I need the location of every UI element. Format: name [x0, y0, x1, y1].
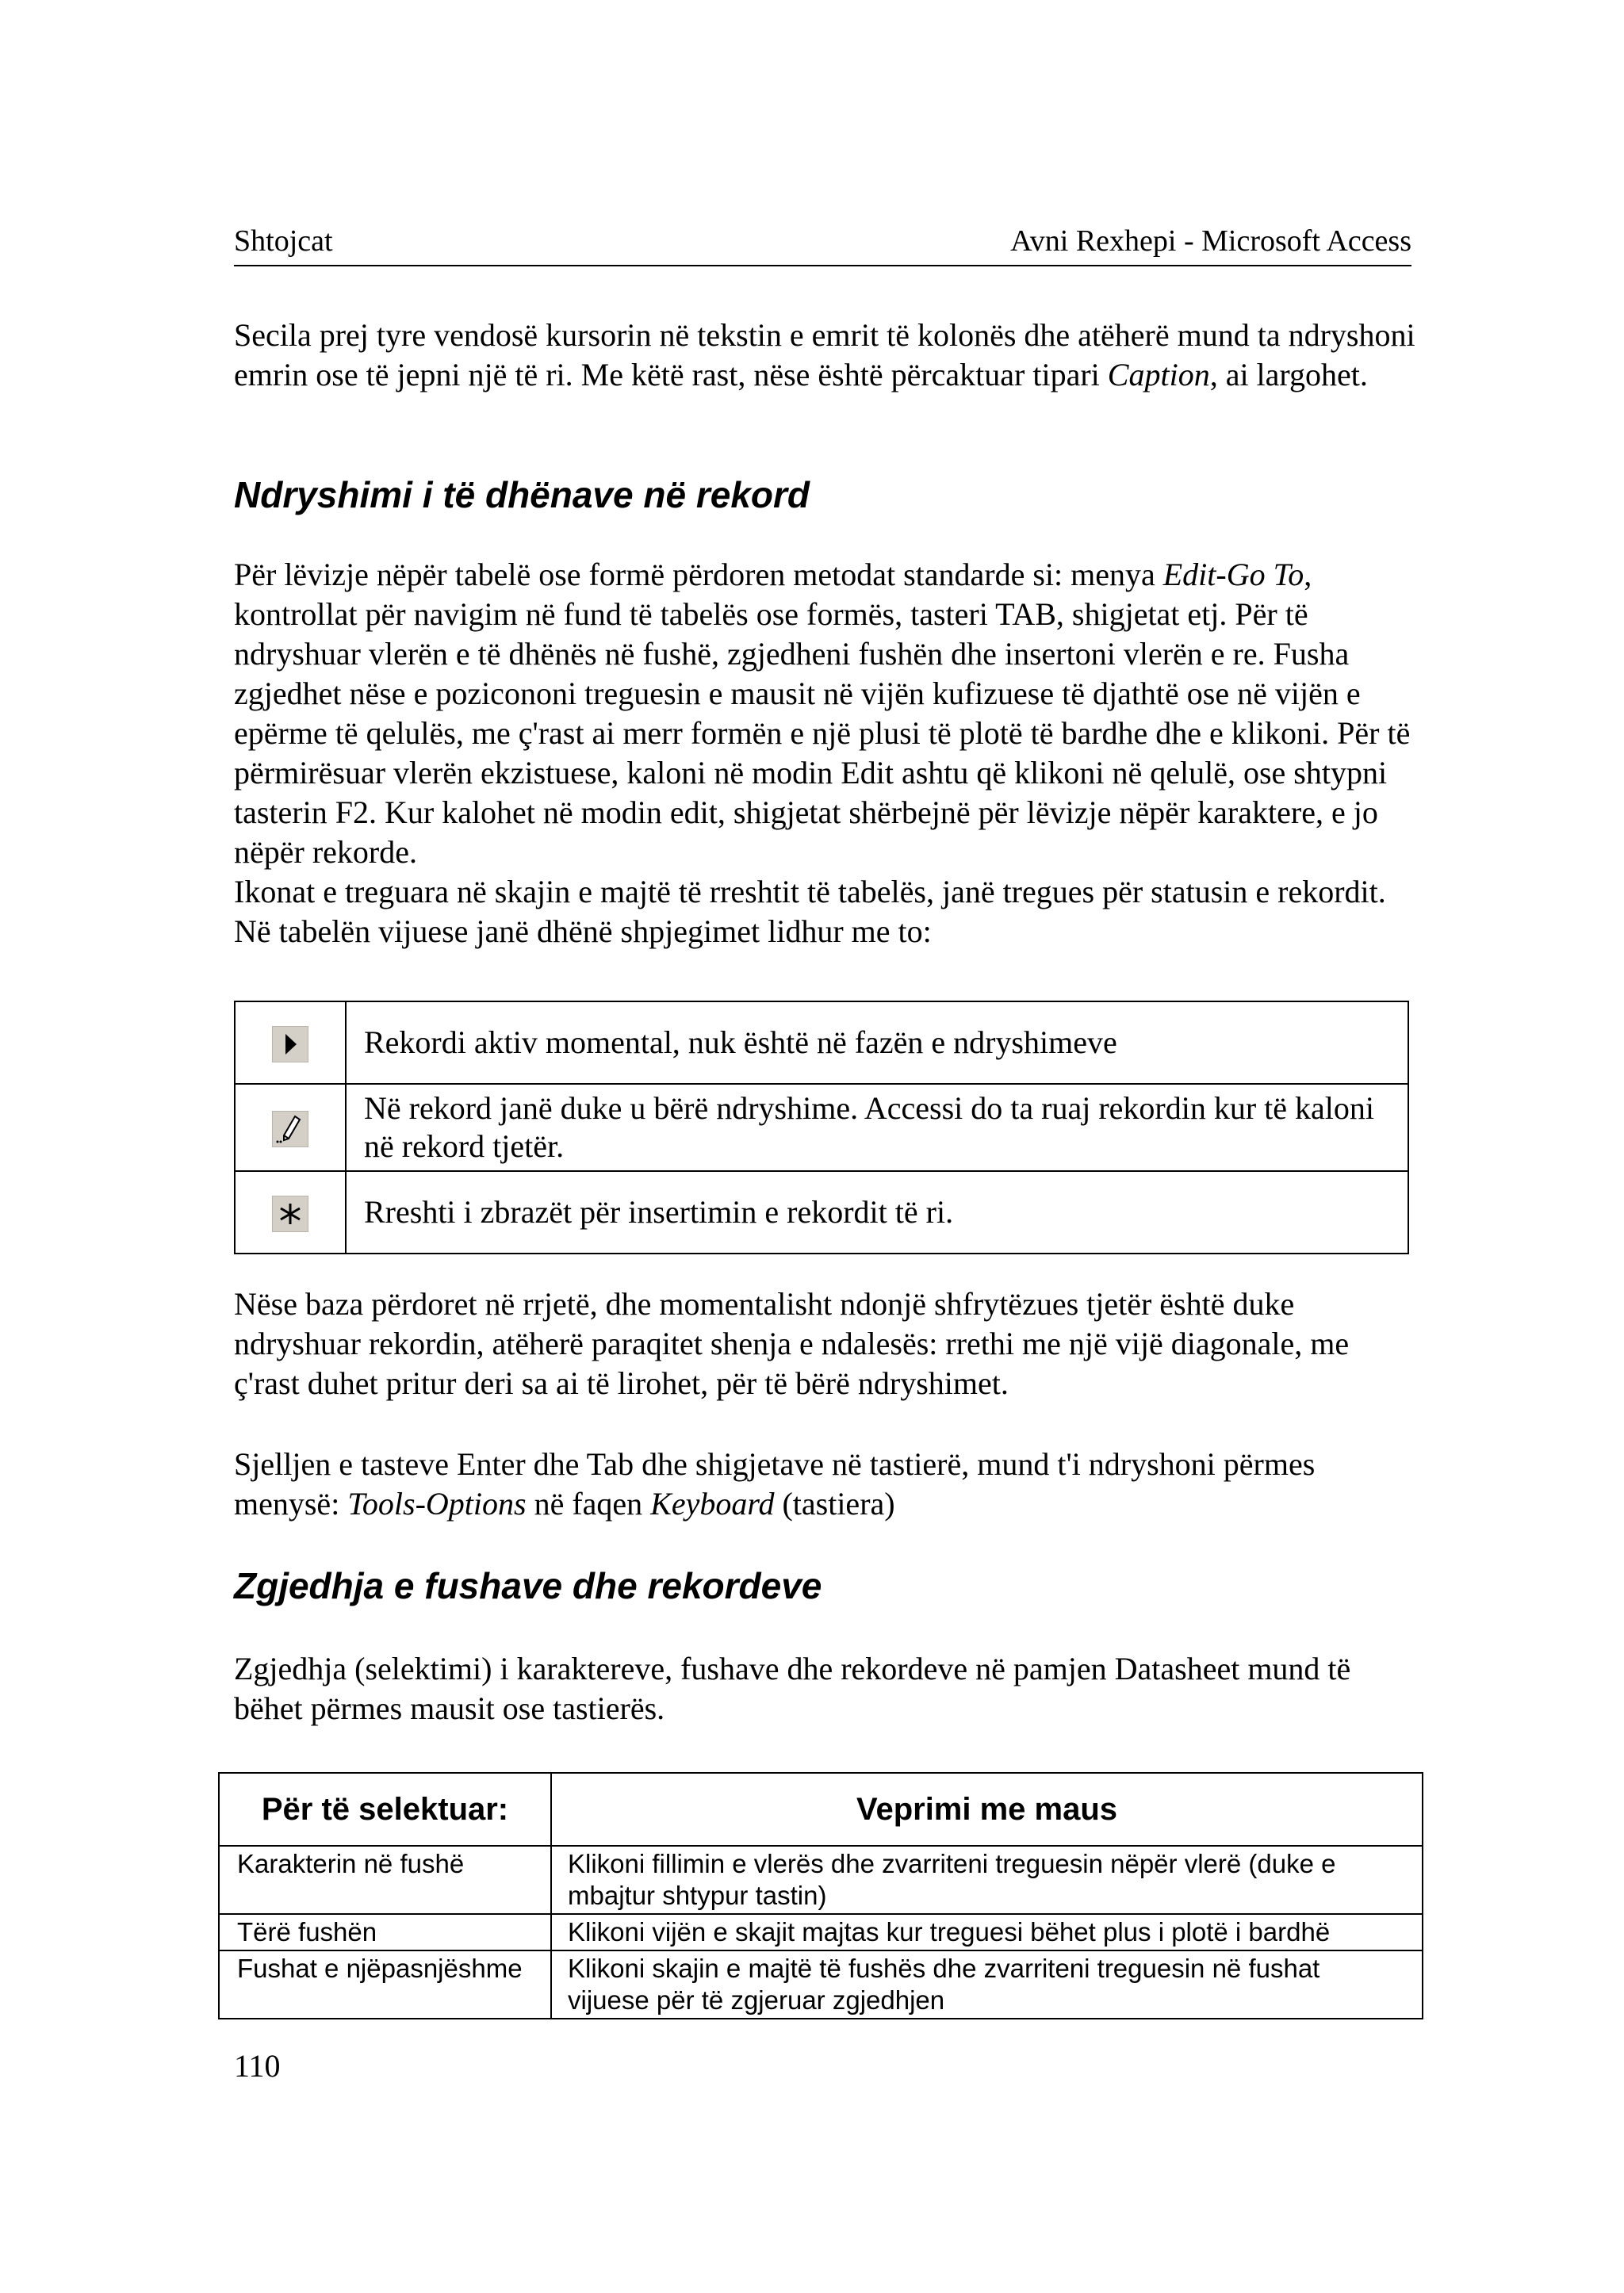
keys-text-mid: në faqen	[526, 1486, 651, 1522]
section-heading-selection: Zgjedhja e fushave dhe rekordeve	[234, 1565, 822, 1606]
table-row	[219, 1846, 1423, 1914]
record-selector-arrow-icon	[272, 1026, 308, 1062]
table-row	[219, 1950, 1423, 2019]
keyboard-term: Keyboard	[650, 1486, 775, 1522]
tools-options-term: Tools-Options	[347, 1486, 527, 1522]
keys-paragraph	[234, 1445, 1415, 1524]
navigation-paragraph	[234, 555, 1415, 951]
page-number: 110	[234, 2048, 281, 2084]
intro-text-end: , ai largohet.	[1209, 357, 1368, 392]
asterisk-new-record-icon	[272, 1196, 308, 1232]
column-header: Për të selektuar:	[219, 1773, 551, 1846]
icons-intro-text: Ikonat e treguara në skajin e majtë të rreshtit të tabelës, janë tregues për statusin e rekordit. Në tabelën vijuese janë dhënë shpjegimet lidhur me to:	[234, 874, 1386, 949]
intro-paragraph	[234, 316, 1415, 395]
header-section-title: Shtojcat	[234, 224, 333, 258]
table-row	[235, 1001, 1408, 1084]
table-row	[235, 1084, 1408, 1171]
selection-table	[218, 1772, 1423, 2019]
record-status-table	[234, 1001, 1409, 1254]
keys-text-end: (tastiera)	[774, 1486, 895, 1522]
caption-term: Caption	[1107, 357, 1210, 392]
table-cell: Klikoni skajin e majtë të fushës dhe zvarriteni treguesin në fushat vijuese për të zgjeruar zgjedhjen	[551, 1950, 1423, 2019]
navigation-text: Për lëvizje nëpër tabelë ose formë përdoren metodat standarde si: menya	[234, 557, 1163, 592]
intro-text: Secila prej tyre vendosë kursorin në tekstin e emrit të kolonës dhe atëherë mund ta ndryshoni emrin ose të jepni një të ri. Me këtë rast, nëse është përcaktuar tipari	[234, 317, 1415, 392]
page-header	[234, 224, 1411, 266]
status-description: Rreshti i zbrazët për insertimin e rekordit të ri.	[346, 1171, 1408, 1254]
table-row	[235, 1171, 1408, 1254]
table-header-row	[219, 1773, 1423, 1846]
pencil-edit-icon	[272, 1111, 308, 1147]
edit-go-term: Edit-Go To	[1162, 557, 1304, 592]
keys-text: Sjelljen e tasteve Enter dhe Tab dhe shigjetave në tastierë, mund t'i ndryshoni përmes menysë:	[234, 1446, 1316, 1522]
selection-paragraph: Zgjedhja (selektimi) i karaktereve, fushave dhe rekordeve në pamjen Datasheet mund të bëhet përmes mausit ose tastierës.	[234, 1651, 1351, 1726]
table-cell: Klikoni fillimin e vlerës dhe zvarriteni treguesin nëpër vlerë (duke e mbajtur shtypur tastin)	[551, 1846, 1423, 1914]
navigation-text-rest: , kontrollat për navigim në fund të tabelës ose formës, tasteri TAB, shigjetat etj. Për të ndryshuar vlerën e të dhënës në fushë, zgjedheni fushën dhe insertoni vlerën e re. Fusha zgjedhet nëse e pozicononi treguesin e mausit në vijën kufizuese të djathtë ose në vijën e epërme të qelulës, me ç'rast ai merr formën e një plusi të plotë të bardhe dhe e klikoni. Për të përmirësuar vlerën ekzistuese, kaloni në modin Edit ashtu që klikoni në qelulë, ose shtypni tasterin F2. Kur kalohet në modin edit, shigjetat shërbejnë për lëvizje nëpër karaktere, e jo nëpër rekorde.	[234, 557, 1411, 870]
column-header: Veprimi me maus	[551, 1773, 1423, 1846]
status-description: Në rekord janë duke u bërë ndryshime. Accessi do ta ruaj rekordin kur të kaloni në rekord tjetër.	[346, 1084, 1408, 1171]
table-cell: Tërë fushën	[219, 1914, 551, 1950]
table-cell: Karakterin në fushë	[219, 1846, 551, 1914]
table-cell: Fushat e njëpasnjëshme	[219, 1950, 551, 2019]
section-heading-editing: Ndryshimi i të dhënave në rekord	[234, 474, 810, 515]
status-description: Rekordi aktiv momental, nuk është në fazën e ndryshimeve	[346, 1001, 1408, 1084]
network-paragraph: Nëse baza përdoret në rrjetë, dhe momentalisht ndonjë shfrytëzues tjetër është duke ndryshuar rekordin, atëherë paraqitet shenja e ndalesës: rrethi me një vijë diagonale, me ç'rast duhet pritur deri sa ai të lirohet, për të bërë ndryshimet.	[234, 1286, 1350, 1401]
table-row	[219, 1914, 1423, 1950]
table-cell: Klikoni vijën e skajit majtas kur treguesi bëhet plus i plotë i bardhë	[551, 1914, 1423, 1950]
header-book-title: Avni Rexhepi - Microsoft Access	[1010, 224, 1411, 258]
